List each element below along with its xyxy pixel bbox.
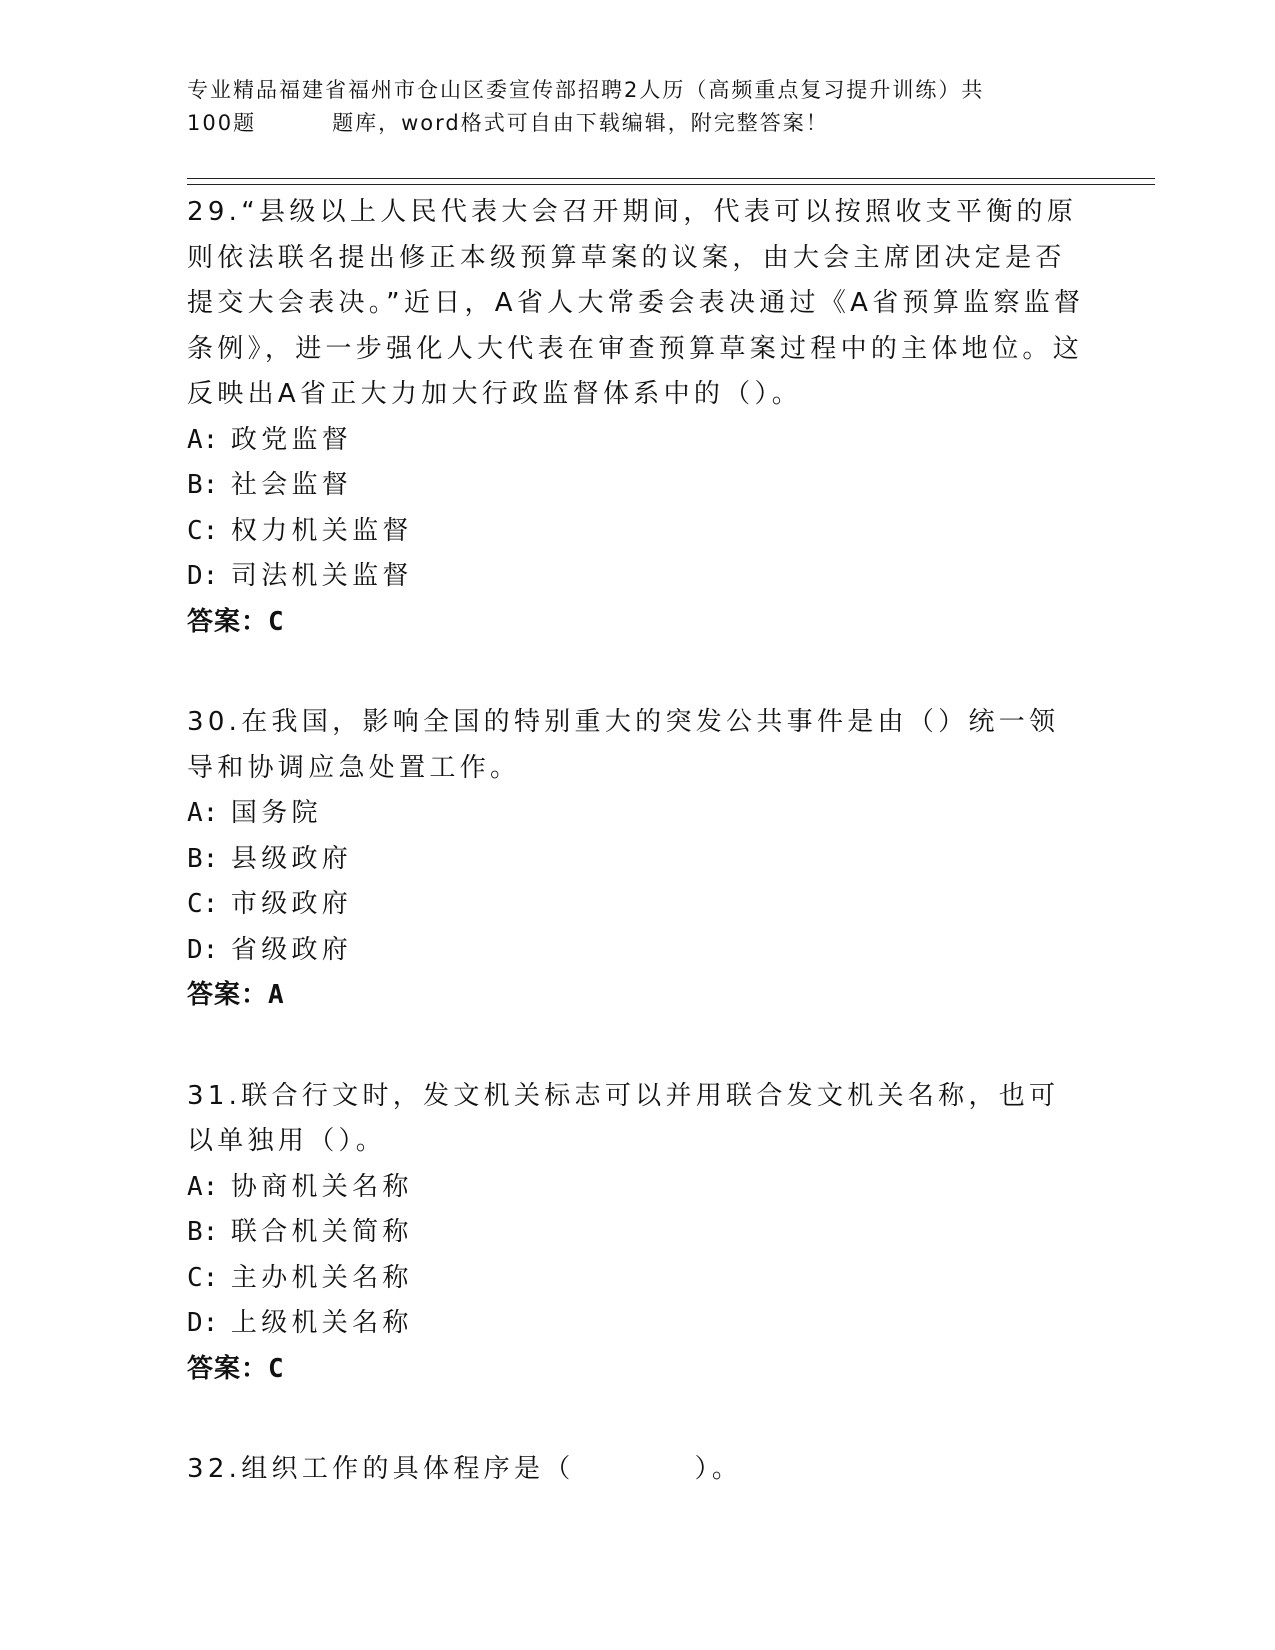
option-letter: A:: [187, 798, 219, 828]
document-header: [187, 74, 1067, 140]
question-31: [187, 1074, 1087, 1393]
option-d: [187, 928, 1087, 974]
question-prefix: 32.组织工作的具体程序是（: [187, 1454, 575, 1484]
question-text: [187, 1447, 1087, 1493]
option-text: 司法机关监督: [230, 561, 413, 591]
question-29: [187, 190, 1087, 645]
question-text: 30.在我国，影响全国的特别重大的突发公共事件是由（）统一领导和协调应急处置工作。: [187, 707, 1060, 783]
question-list: [187, 190, 1087, 1548]
option-text: 权力机关监督: [230, 515, 413, 546]
option-letter: A:: [187, 1171, 219, 1202]
option-text: 县级政府: [230, 843, 353, 874]
header-count: 100题: [187, 111, 257, 135]
option-text: 社会监督: [230, 470, 353, 500]
question-30: [187, 700, 1087, 1019]
answer-line: [187, 600, 1087, 646]
option-letter: C:: [187, 1262, 219, 1293]
question-suffix: ）。: [694, 1454, 743, 1484]
option-d: [187, 1301, 1087, 1347]
option-letter: B:: [187, 1217, 219, 1247]
answer-value: C: [268, 606, 285, 637]
header-divider-bottom: [187, 184, 1155, 185]
option-letter: D:: [187, 934, 219, 965]
option-b: [187, 1210, 1087, 1256]
question-text: 31.联合行文时，发文机关标志可以并用联合发文机关名称，也可以单独用（）。: [187, 1080, 1060, 1156]
answer-value: A: [268, 980, 285, 1010]
option-c: [187, 1256, 1087, 1302]
answer-line: [187, 1347, 1087, 1393]
header-divider-top: [187, 178, 1155, 179]
option-a: [187, 791, 1087, 837]
option-text: 上级机关名称: [230, 1308, 413, 1338]
option-text: 协商机关名称: [230, 1171, 413, 1202]
header-description: 题库，word格式可自由下载编辑，附完整答案！: [332, 111, 829, 135]
option-letter: D:: [187, 1308, 219, 1338]
option-text: 政党监督: [230, 424, 353, 455]
question-32: [187, 1447, 1087, 1493]
option-a: [187, 1165, 1087, 1211]
option-letter: B:: [187, 843, 219, 874]
option-letter: A:: [187, 424, 219, 455]
option-text: 省级政府: [230, 934, 353, 965]
answer-label: 答案：: [187, 980, 269, 1010]
header-line-2: [187, 107, 1067, 140]
answer-label: 答案：: [187, 606, 269, 637]
option-c: [187, 882, 1087, 928]
option-letter: C:: [187, 515, 219, 546]
option-d: [187, 554, 1087, 600]
option-text: 市级政府: [230, 889, 353, 919]
option-letter: C:: [187, 889, 219, 919]
option-text: 联合机关简称: [230, 1217, 413, 1247]
option-b: [187, 837, 1087, 883]
option-letter: D:: [187, 561, 219, 591]
answer-line: [187, 973, 1087, 1019]
answer-label: 答案：: [187, 1353, 269, 1384]
option-b: [187, 463, 1087, 509]
option-c: [187, 509, 1087, 555]
option-letter: B:: [187, 470, 219, 500]
question-text: 29.“县级以上人民代表大会召开期间，代表可以按照收支平衡的原则依法联名提出修正本级预算草案的议案，由大会主席团决定是否提交大会表决。”近日，A省人大常委会表决通过《A省预算监察监督条例》，进一步强化人大代表在审查预算草案过程中的主体地位。这反映出A省正大力加大行政监督体系中的（）。: [187, 197, 1085, 409]
option-text: 主办机关名称: [230, 1262, 413, 1293]
header-line-1: 专业精品福建省福州市仓山区委宣传部招聘2人历（高频重点复习提升训练）共: [187, 78, 985, 102]
option-a: [187, 418, 1087, 464]
option-text: 国务院: [230, 798, 322, 828]
answer-value: C: [268, 1353, 285, 1384]
